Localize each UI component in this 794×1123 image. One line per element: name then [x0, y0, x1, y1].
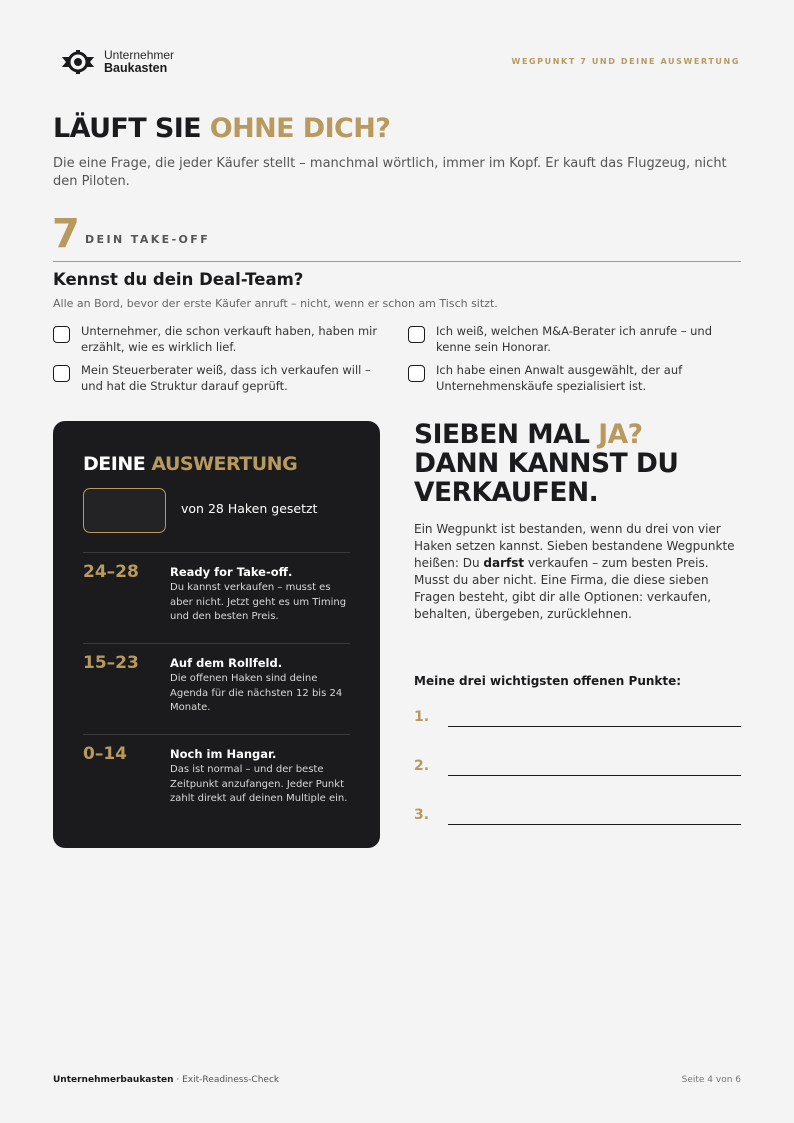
tier-heading: Ready for Take-off. [170, 565, 293, 579]
logo-line-1: Unternehmer [104, 48, 175, 62]
section-number: 7 [52, 211, 80, 257]
evaluation-title-part1: DEINE [83, 453, 152, 475]
open-point-line[interactable] [414, 807, 741, 829]
conclusion-body-part2: verkaufen – zum besten Preis. Musst du aber nicht. Eine Firma, die diese sieben Fragen besteht, gibt dir alle Optionen: verkaufen, behalten, übergeben, zurücklehnen. [414, 556, 712, 621]
checklist-item-text: Ich weiß, welchen M&A-Berater ich anrufe – und kenne sein Honorar. [436, 324, 713, 354]
header-section-label: WEGPUNKT 7 UND DEINE AUSWERTUNG [511, 57, 740, 66]
conclusion-body-bold: darfst [483, 556, 525, 570]
write-line[interactable] [448, 824, 741, 825]
footer-brand [53, 1075, 279, 1085]
evaluation-title [83, 453, 297, 475]
checklist-item[interactable] [53, 323, 388, 355]
checklist-item[interactable] [53, 362, 388, 394]
page-number: Seite 4 von 6 [681, 1075, 741, 1085]
open-point-line[interactable] [414, 758, 741, 780]
section-divider [53, 261, 741, 262]
page-title-part1: LÄUFT SIE [53, 113, 210, 144]
open-point-line[interactable] [414, 709, 741, 731]
logo-line-2: Baukasten [104, 61, 168, 75]
conclusion-headline [414, 420, 744, 507]
section-label: DEIN TAKE-OFF [85, 233, 211, 246]
evaluation-title-accent: AUSWERTUNG [151, 453, 298, 475]
checklist-item-text: Unternehmer, die schon verkauft haben, haben mir erzählt, wie es wirklich lief. [81, 324, 378, 354]
checkbox[interactable] [408, 326, 425, 343]
brand-logo [58, 48, 174, 76]
checkbox[interactable] [53, 365, 70, 382]
open-point-number: 3. [414, 807, 430, 823]
write-line[interactable] [448, 775, 741, 776]
tier-heading: Auf dem Rollfeld. [170, 656, 283, 670]
tier-row [83, 552, 350, 643]
checklist-item[interactable] [408, 323, 743, 355]
section-subtitle: Alle an Bord, bevor der erste Käufer anruft – nicht, wenn er schon am Tisch sitzt. [53, 297, 498, 310]
tier-range: 24–28 [83, 562, 139, 582]
tier-range: 15–23 [83, 653, 139, 673]
checkbox[interactable] [408, 365, 425, 382]
conclusion-body [414, 521, 744, 623]
write-line[interactable] [448, 726, 741, 727]
score-label: von 28 Haken gesetzt [181, 501, 318, 516]
section-question: Kennst du dein Deal-Team? [53, 270, 304, 289]
conclusion-line1: SIEBEN MAL [414, 419, 599, 450]
open-point-number: 1. [414, 709, 430, 725]
checklist-item-text: Mein Steuerberater weiß, dass ich verkaufen will – und hat die Struktur darauf geprüft. [81, 363, 371, 393]
conclusion-body-part1: Ein Wegpunkt ist bestanden, wenn du drei von vier Haken setzen kannst. Sieben bestandene Wegpunkte heißen: Du [414, 522, 735, 570]
intro-text: Die eine Frage, die jeder Käufer stellt – manchmal wörtlich, immer im Kopf. Er kauft das Flugzeug, nicht den Piloten. [53, 156, 727, 189]
page-title [53, 113, 390, 144]
open-point-number: 2. [414, 758, 430, 774]
checkbox[interactable] [53, 326, 70, 343]
tier-row [83, 643, 350, 734]
tier-heading: Noch im Hangar. [170, 747, 277, 761]
evaluation-card [53, 421, 380, 848]
tier-text: Die offenen Haken sind deine Agenda für die nächsten 12 bis 24 Monate. [170, 673, 343, 713]
score-input-box[interactable] [83, 488, 166, 533]
page-title-accent: OHNE DICH? [209, 113, 391, 144]
tier-text: Du kannst verkaufen – musst es aber nicht. Jetzt geht es um Timing und den besten Preis. [170, 582, 347, 622]
open-points-title: Meine drei wichtigsten offenen Punkte: [414, 674, 682, 688]
tier-range: 0–14 [83, 744, 127, 764]
conclusion-line3: VERKAUFEN. [414, 477, 599, 508]
tier-text: Das ist normal – und der beste Zeitpunkt anzufangen. Jeder Punkt zahlt direkt auf deinen Multiple ein. [170, 764, 348, 804]
checklist-item[interactable] [408, 362, 743, 394]
gear-logo-icon [58, 48, 98, 76]
conclusion-line2: DANN KANNST DU [414, 448, 679, 479]
footer-doc-name: · Exit-Readiness-Check [173, 1075, 280, 1085]
tier-row [83, 734, 350, 834]
checklist-item-text: Ich habe einen Anwalt ausgewählt, der auf Unternehmenskäufe spezialisiert ist. [436, 363, 683, 393]
footer-brand-name: Unternehmerbaukasten [53, 1075, 174, 1085]
conclusion-line1-accent: JA? [598, 419, 643, 450]
